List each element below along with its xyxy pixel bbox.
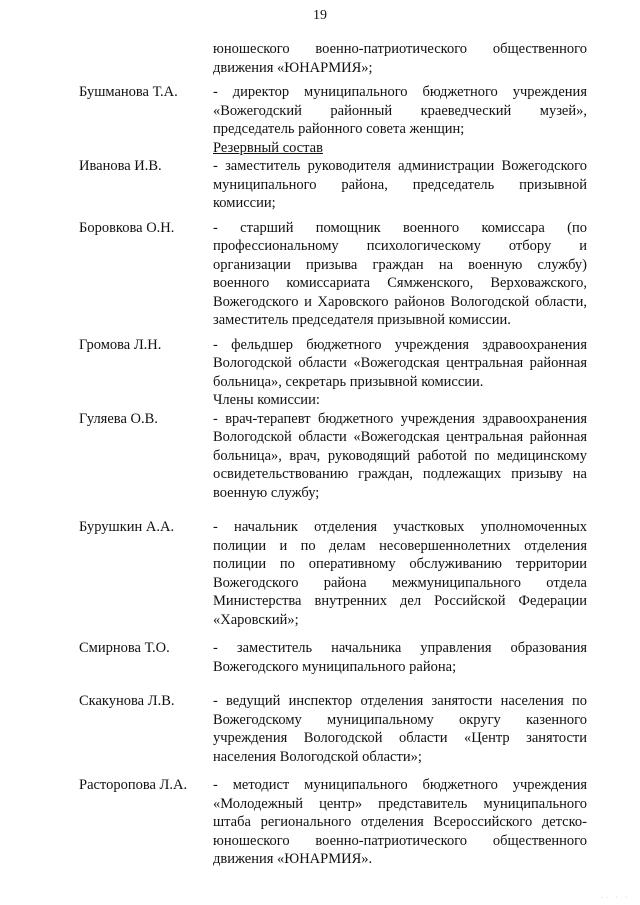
members-heading: Члены комиссии: <box>213 392 320 408</box>
page-number: 19 <box>313 8 327 23</box>
person-name: Скакунова Л.В. <box>79 693 175 709</box>
person-name: Бурушкин А.А. <box>79 519 175 535</box>
list-item <box>0 692 640 766</box>
person-name: Гуляева О.В. <box>79 410 158 427</box>
person-name: Иванова И.В. <box>79 158 162 174</box>
list-item <box>0 219 640 330</box>
list-item <box>0 776 640 869</box>
person-description: - методист муниципального бюджетного учреждения «Молодежный центр» представитель муниципального штаба регионального отделения Всероссийского детско-юношеского военно-патриотического общественного движения «ЮНАРМИЯ». <box>213 777 587 867</box>
person-name: Громова Л.Н. <box>79 336 162 353</box>
person-name: Боровкова О.Н. <box>79 219 175 236</box>
person-name: Смирнова Т.О. <box>79 640 170 656</box>
reserve-heading: Резервный состав <box>213 139 323 156</box>
person-name: Расторопова Л.А. <box>79 777 188 793</box>
person-description: - врач-терапевт бюджетного учреждения здравоохранения Вологодской области «Вожегодская центральная районная больница», врач, руководящий работой по медицинскому освидетельствованию граждан, подлежащих призыву на военную службу; <box>213 410 587 501</box>
list-item <box>0 639 640 676</box>
document-body <box>0 40 640 869</box>
list-item <box>0 518 640 629</box>
person-description: - ведущий инспектор отделения занятости населения по Вожегодскому муниципальному округу казенного учреждения Вологодской области «Центр занятости населения Вологодской области»; <box>213 693 587 765</box>
person-description: - старший помощник военного комиссара (по профессиональному психологическому отбору и организации призыва граждан на военную службу) военного комиссариата Сямженского, Верховажского, Вожегодского и Харовского районов Вологодской области, заместитель председателя призывной комиссии. <box>213 219 587 328</box>
scan-artifact-mark: ·· · · <box>601 895 630 901</box>
person-description: - фельдшер бюджетного учреждения здравоохранения Вологодской области «Вожегодская центральная районная больница», секретарь призывной комиссии. <box>213 336 587 390</box>
list-item <box>0 157 640 213</box>
list-item <box>0 336 640 392</box>
person-name: Бушманова Т.А. <box>79 84 178 100</box>
person-description: - заместитель руководителя администрации Вожегодского муниципального района, председатель призывной комиссии; <box>213 158 587 211</box>
continuation-text: юношеского военно-патриотического общественного движения «ЮНАРМИЯ»; <box>213 41 587 76</box>
person-description: - заместитель начальника управления образования Вожегодского муниципального района; <box>213 640 587 675</box>
list-item <box>0 83 640 139</box>
continuation-row <box>0 40 640 77</box>
person-description: - директор муниципального бюджетного учреждения «Вожегодский районный краеведческий музей», председатель районного совета женщин; <box>213 84 587 137</box>
list-item <box>0 410 640 503</box>
person-description: - начальник отделения участковых уполномоченных полиции и по делам несовершеннолетних отделения полиции по оперативному обслуживанию территории Вожегодского района межмуниципального отдела Министерства внутренних дел Российской Федерации «Харовский»; <box>213 519 587 628</box>
